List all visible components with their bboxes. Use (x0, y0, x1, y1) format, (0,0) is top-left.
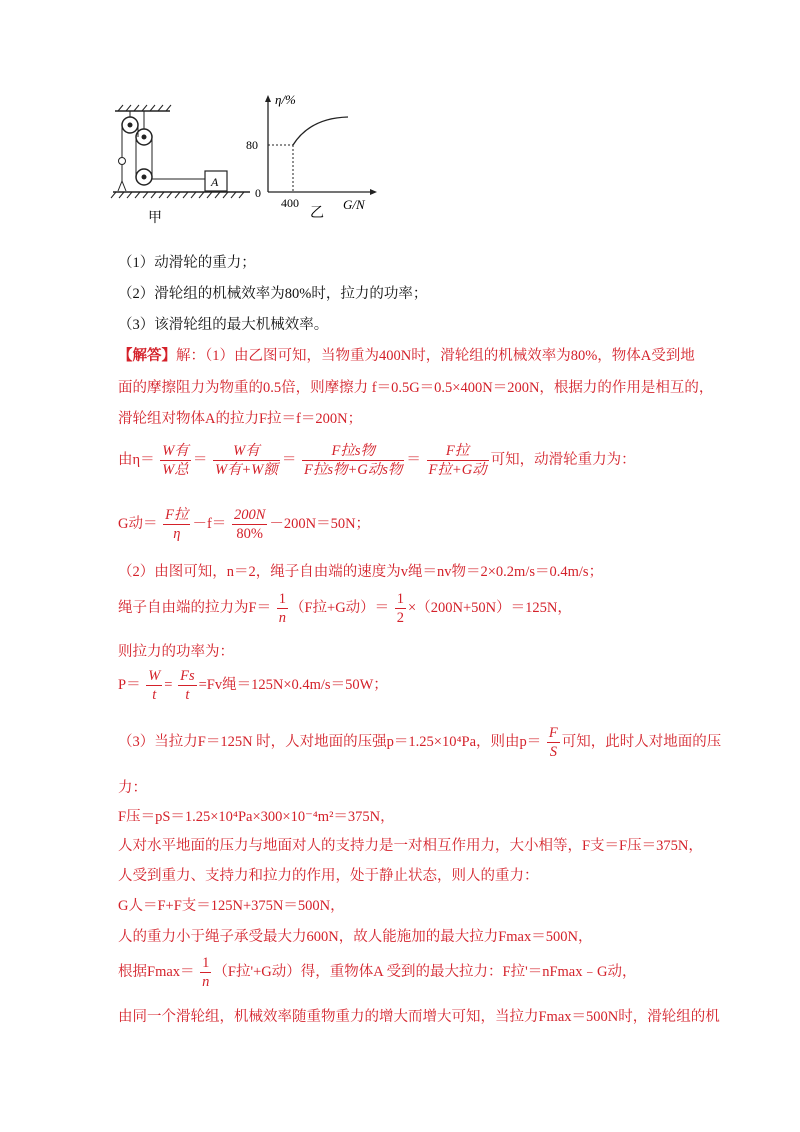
formula-prefix: P＝ (118, 676, 141, 693)
formula-suffix: 可知，动滑轮重力为： (490, 451, 636, 468)
fraction: $\frac{Fs}{t}$ (180, 668, 195, 703)
fraction: $\frac{F}{S}$ (548, 725, 558, 760)
figure-label-jia: 甲 (148, 211, 162, 226)
answer-line-3: 滑轮组对物体A的拉力F拉＝f＝200N； (118, 411, 363, 427)
formula-suffix: =Fv绳＝125N×0.4m/s＝50W； (198, 676, 388, 693)
answer-part3-line6: G人＝F+F支＝125N+375N＝500N， (118, 898, 345, 914)
formula-suffix: 可知，此时人对地面的压 (561, 733, 722, 750)
answer-part2-line4: P＝ $\frac{W}{t}$ = $\frac{Fs}{t}$ =Fv绳＝125N×0.4m/s＝50W； (118, 668, 388, 703)
answer-part3-line2: 力： (118, 780, 147, 796)
answer-part3-line1 (118, 724, 721, 761)
fraction: $\frac{\text{F拉}}{\text{F拉+G动}}$ (428, 443, 487, 478)
answer-part3-line8 (118, 954, 636, 991)
efficiency-curve (293, 117, 348, 145)
efficiency-graph (240, 90, 400, 225)
fraction: $\frac{\text{W有}}{\text{W有+W额}}$ (214, 443, 278, 478)
formula-prefix: （3）当拉力F＝125N 时，人对地面的压强p＝1.25×10⁴Pa，则由p＝ (118, 733, 542, 750)
fraction: $\frac{\text{F拉s物}}{\text{F拉s物+G动s物}}$ (304, 443, 403, 478)
answer-line-2: 面的摩擦阻力为物重的0.5倍，则摩擦力 f＝0.5G＝0.5×400N＝200N，根据力的作用是相互的， (118, 380, 714, 396)
formula-mid: －f＝ (192, 515, 227, 532)
origin-label: 0 (255, 186, 261, 200)
answer-part2-line1: （2）由图可知，n＝2，绳子自由端的速度为v绳＝nv物＝2×0.2m/s＝0.4m/s； (118, 564, 604, 580)
answer-part3-line5: 人受到重力、支持力和拉力的作用，处于静止状态，则人的重力： (118, 868, 539, 884)
g-formula (118, 506, 370, 543)
fraction: $\frac{200N}{80\%}$ (233, 507, 266, 542)
fraction: $\frac{W}{t}$ (148, 668, 161, 703)
answer-part2-line3: 则拉力的功率为： (118, 644, 234, 660)
person-icon (119, 158, 126, 165)
answer-part3-line9: 由同一个滑轮组，机械效率随重物重力的增大而增大可知，当拉力Fmax＝500N时，滑轮组的机 (118, 1009, 720, 1025)
answer-part3-line7: 人的重力小于绳子承受最大力600N，故人能施加的最大拉力Fmax＝500N， (118, 929, 593, 945)
y-tick: 80 (246, 138, 258, 152)
answer-part3-line3: F压＝pS＝1.25×10⁴Pa×300×10⁻⁴m²＝375N， (118, 809, 395, 825)
fraction: $\frac{1}{n}$ (202, 955, 210, 990)
fraction: $\frac{\text{W有}}{\text{W总}}$ (162, 443, 189, 478)
answer-part3-line4: 人对水平地面的压力与地面对人的支持力是一对相互作用力，大小相等，F支＝F压＝375N， (118, 838, 703, 854)
answer-text: 解：（1）由乙图可知，当物重为400N时，滑轮组的机械效率为80%，物体A受到地 (176, 348, 695, 364)
formula-mid: （F拉+G动）＝ (289, 599, 390, 616)
formula-prefix: 绳子自由端的拉力为F＝ (118, 599, 272, 616)
formula-suffix: ×（200N+50N）＝125N， (408, 599, 572, 616)
question-3: （3）该滑轮组的最大机械效率。 (118, 317, 329, 333)
answer-line-1 (118, 344, 695, 365)
answer-part2-line2 (118, 590, 572, 627)
formula-prefix: G动＝ (118, 515, 158, 532)
fraction: $\frac{1}{2}$ (396, 591, 405, 626)
question-1: （1）动滑轮的重力； (118, 255, 256, 271)
figure-label-yi: 乙 (310, 206, 324, 221)
formula-prefix: 根据Fmax＝ (118, 963, 195, 980)
y-axis-label: η/% (275, 92, 296, 107)
answer-tag: 【解答】 (118, 348, 176, 364)
x-tick: 400 (281, 196, 299, 210)
formula-prefix: 由η＝ (118, 451, 155, 468)
svg-text:A: A (211, 175, 219, 189)
x-axis-label: G/N (343, 197, 365, 212)
formula-suffix: －200N＝50N； (269, 515, 371, 532)
efficiency-formula: 由η＝ $\frac{\text{W有}}{\text{W总}}$ ＝ $\frac{\text{W有}}{\text{W有+W额}}$ ＝ $\frac{\text{F拉s物}}{\text{F拉s物+G动s物}}$ ＝ $\frac{\text{F拉}}{\text{F拉+G动}}$ 可知，动滑轮重力为： (118, 443, 636, 478)
pulley-system-diagram (110, 95, 260, 230)
fraction: $\frac{1}{n}$ (278, 591, 286, 626)
fraction: $\frac{\text{F拉}}{\eta}$ (165, 507, 189, 542)
formula-suffix: （F拉'+G动）得，重物体A 受到的最大拉力：F拉'＝nFmax﹣G动， (213, 963, 637, 980)
question-2: （2）滑轮组的机械效率为80%时，拉力的功率； (118, 286, 428, 302)
